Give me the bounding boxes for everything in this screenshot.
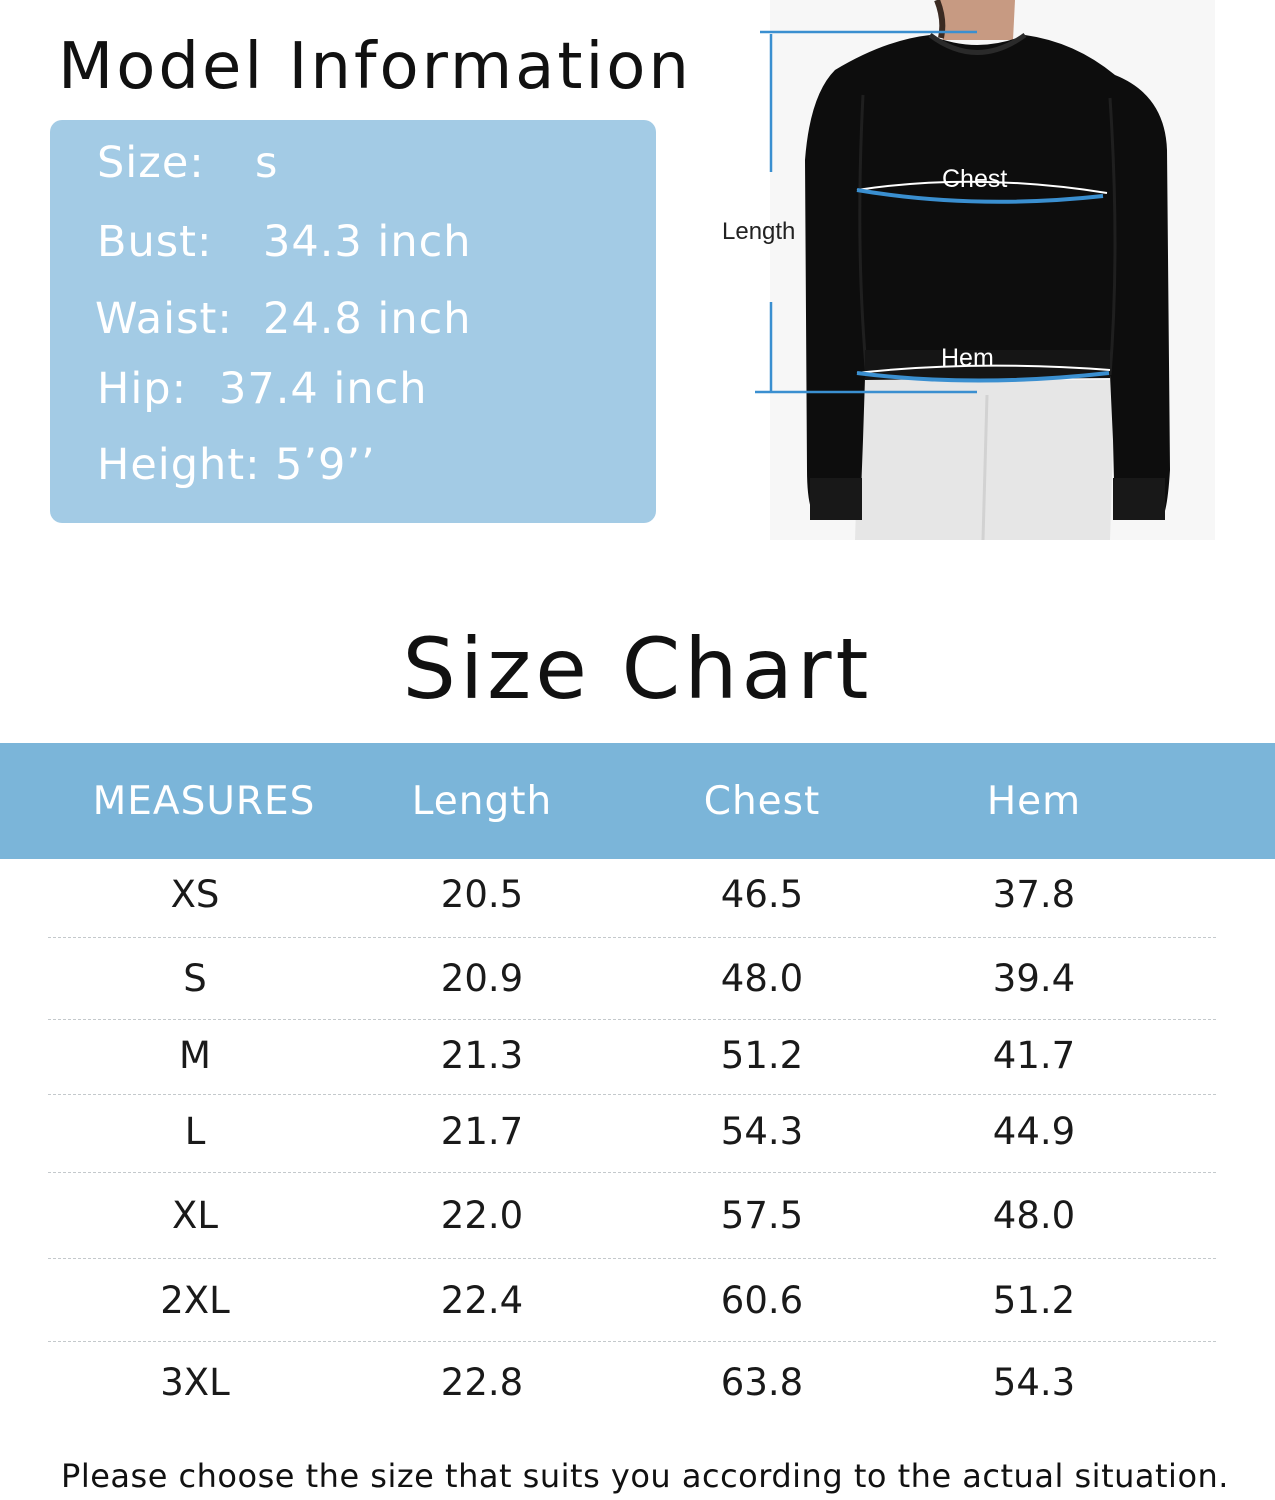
- hem-cell: 39.4: [992, 957, 1076, 1000]
- sweatshirt-model-photo: [715, 0, 1225, 545]
- size-cell: L: [184, 1110, 206, 1153]
- model-size-label: Size:: [97, 138, 205, 188]
- length-cell: 22.4: [440, 1279, 524, 1322]
- chest-cell: 48.0: [720, 957, 804, 1000]
- size-cell: 2XL: [160, 1279, 230, 1322]
- model-bust-row: [97, 217, 472, 267]
- size-chart-title: Size Chart: [402, 620, 873, 718]
- model-info-title: Model Information: [58, 30, 692, 104]
- table-row: [0, 1194, 1275, 1237]
- model-hip-label: Hip:: [97, 364, 188, 414]
- row-divider: [48, 1019, 1216, 1020]
- hem-cell: 44.9: [992, 1110, 1076, 1153]
- column-header-hem: Hem: [986, 779, 1082, 824]
- length-cell: 20.5: [440, 873, 524, 916]
- length-cell: 20.9: [440, 957, 524, 1000]
- model-height-label: Height:: [97, 440, 261, 490]
- chest-cell: 46.5: [720, 873, 804, 916]
- length-cell: 22.0: [440, 1194, 524, 1237]
- chest-cell: 54.3: [720, 1110, 804, 1153]
- model-height-value: 5’9’’: [275, 440, 376, 490]
- table-row: [0, 1361, 1275, 1404]
- model-waist-row: [95, 294, 472, 344]
- hem-cell: 41.7: [992, 1034, 1076, 1077]
- row-divider: [48, 1341, 1216, 1342]
- size-cell: S: [183, 957, 207, 1000]
- model-bust-label: Bust:: [97, 217, 213, 267]
- chest-diagram-label: Chest: [942, 165, 1008, 193]
- model-height-row: [97, 440, 376, 490]
- column-header-length: Length: [411, 779, 553, 824]
- size-cell: XL: [172, 1194, 218, 1237]
- model-size-row: [97, 138, 278, 188]
- model-waist-label: Waist:: [95, 294, 233, 344]
- table-row: [0, 1279, 1275, 1322]
- size-advice-footnote: Please choose the size that suits you according to the actual situation.: [61, 1457, 1229, 1495]
- row-divider: [48, 1094, 1216, 1095]
- hem-cell: 54.3: [992, 1361, 1076, 1404]
- table-row: [0, 873, 1275, 916]
- size-cell: 3XL: [160, 1361, 230, 1404]
- hem-diagram-label: Hem: [941, 344, 994, 372]
- chest-cell: 60.6: [720, 1279, 804, 1322]
- length-diagram-label: Length: [722, 218, 796, 245]
- model-hip-value: 37.4 inch: [219, 364, 428, 414]
- chest-cell: 57.5: [720, 1194, 804, 1237]
- table-row: [0, 957, 1275, 1000]
- model-waist-value: 24.8 inch: [263, 294, 472, 344]
- hem-cell: 37.8: [992, 873, 1076, 916]
- hem-cell: 48.0: [992, 1194, 1076, 1237]
- size-cell: XS: [170, 873, 220, 916]
- model-size-value: s: [255, 138, 279, 188]
- size-chart-header: [0, 743, 1275, 859]
- column-header-measures: MEASURES: [92, 779, 316, 824]
- table-row: [0, 1110, 1275, 1153]
- chest-cell: 63.8: [720, 1361, 804, 1404]
- row-divider: [48, 1172, 1216, 1173]
- chest-cell: 51.2: [720, 1034, 804, 1077]
- length-cell: 21.7: [440, 1110, 524, 1153]
- column-header-chest: Chest: [703, 779, 821, 824]
- model-hip-row: [97, 364, 428, 414]
- model-bust-value: 34.3 inch: [263, 217, 472, 267]
- length-cell: 22.8: [440, 1361, 524, 1404]
- length-cell: 21.3: [440, 1034, 524, 1077]
- row-divider: [48, 937, 1216, 938]
- size-cell: M: [179, 1034, 211, 1077]
- hem-cell: 51.2: [992, 1279, 1076, 1322]
- model-info-card: [50, 120, 656, 523]
- table-row: [0, 1034, 1275, 1077]
- row-divider: [48, 1258, 1216, 1259]
- garment-measurement-illustration: [715, 0, 1225, 545]
